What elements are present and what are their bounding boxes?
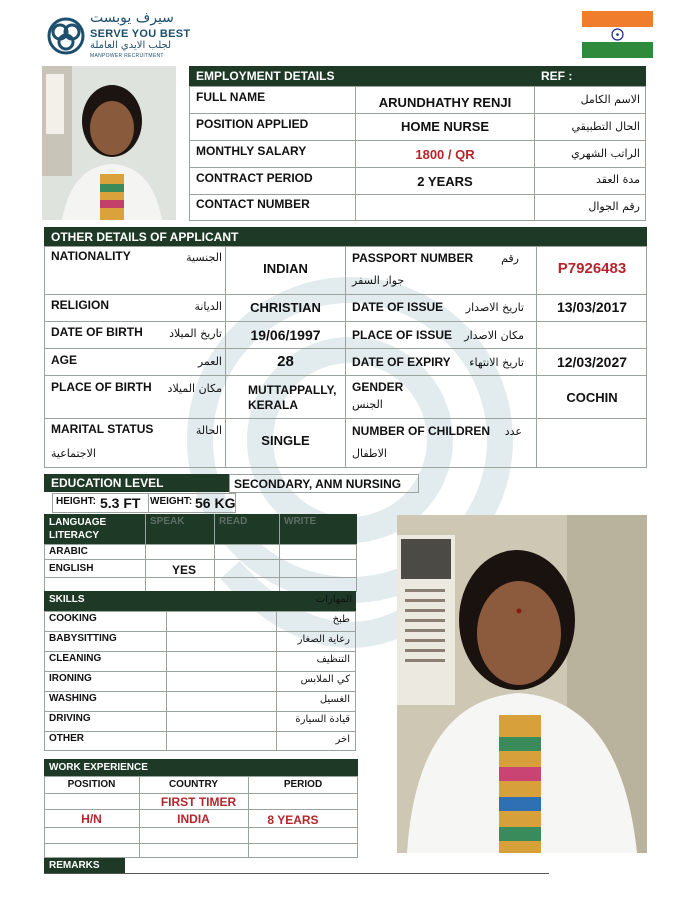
number-of-children-label: NUMBER OF CHILDREN [352,424,490,438]
children-arabic-1: عدد [504,425,522,438]
employment-details-header [189,66,646,86]
education-value-box [229,474,419,493]
place-of-issue-label: PLACE OF ISSUE [352,328,453,342]
work-period-value: 8 YEARS [267,813,319,827]
weight-value: 56 KG [195,495,236,511]
remarks-label: REMARKS [49,860,100,871]
place-of-birth-label: PLACE OF BIRTH [51,380,152,394]
applicant-photo-small [42,66,176,220]
children-arabic-2: الاطفال [352,447,387,460]
height-value: 5.3 FT [100,495,141,511]
position-column-header: POSITION [67,779,116,790]
language-row-english: ENGLISH [49,563,94,574]
date-of-birth-value: 19/06/1997 [250,327,321,343]
logo-arabic-name: سيرف يوبست [90,10,174,26]
gender-arabic: الجنس [352,398,383,411]
passport-arabic-1: رقم [501,252,519,265]
skill-washing-arabic: الغسيل [319,694,350,705]
language-literacy-label: LANGUAGE LITERACY [49,517,107,541]
skill-cleaning-arabic: التنظيف [316,654,350,665]
skill-cleaning: CLEANING [49,653,102,664]
position-applied-value: HOME NURSE [400,119,490,134]
education-level-label: EDUCATION LEVEL [51,476,164,490]
skill-ironing: IRONING [49,673,92,684]
passport-number-value: P7926483 [557,260,627,277]
nationality-label: NATIONALITY [51,249,131,263]
marital-status-arabic-1: الحالة [195,424,222,437]
monthly-salary-arabic: الراتب الشهري [571,147,640,160]
place-of-issue-arabic: مكان الاصدار [464,329,524,342]
education-level-value: SECONDARY, ANM NURSING [234,477,402,491]
position-applied-arabic: الحال التطبيقي [571,120,640,133]
skill-babysitting: BABYSITTING [49,633,117,644]
marital-status-arabic-2: الاجتماعية [51,447,96,460]
position-applied-label: POSITION APPLIED [196,117,309,131]
skill-driving: DRIVING [49,713,91,724]
country-column-header: COUNTRY [168,779,219,790]
skill-other-arabic: اخر [335,734,350,745]
first-timer-note: FIRST TIMER [160,795,237,809]
other-details-title: OTHER DETAILS OF APPLICANT [51,230,239,244]
ref-label: REF : [541,69,573,83]
applicant-photo-large [397,515,647,853]
skill-ironing-arabic: كي الملابس [300,674,350,685]
nationality-arabic: الجنسية [186,251,222,264]
full-name-value: ARUNDHATHY RENJI [378,95,512,110]
religion-arabic: الديانة [194,300,222,313]
period-column-header: PERIOD [283,779,323,790]
skills-arabic-title: المهارات [315,594,352,605]
skill-washing: WASHING [49,693,97,704]
company-logo-icon [46,16,86,56]
age-label: AGE [51,353,78,367]
contract-period-label: CONTRACT PERIOD [196,171,313,185]
date-of-birth-arabic: تاريخ الميلاد [169,327,222,340]
date-of-issue-arabic: تاريخ الاصدار [465,301,524,314]
skill-cooking-arabic: طبخ [332,614,350,625]
date-of-issue-label: DATE OF ISSUE [352,300,444,314]
date-of-birth-label: DATE OF BIRTH [51,325,143,339]
read-column-header: READ [219,516,248,527]
employment-details-title: EMPLOYMENT DETAILS [196,69,335,83]
age-value: 28 [277,353,294,370]
place-of-birth-arabic: مكان الميلاد [167,382,222,395]
place-of-birth-value-line2: KERALA [248,398,298,412]
monthly-salary-label: MONTHLY SALARY [196,144,307,158]
contact-number-arabic: رقم الجوال [588,200,640,213]
age-arabic: العمر [197,355,222,368]
contract-period-value: 2 YEARS [417,174,473,189]
work-experience-header [44,759,358,776]
work-country-value: INDIA [177,812,210,826]
religion-value: CHRISTIAN [250,300,321,315]
other-details-header [44,227,647,246]
date-of-expiry-arabic: تاريخ الانتهاء [469,356,524,369]
logo-english-name: SERVE YOU BEST [90,28,191,40]
monthly-salary-value: 1800 / QR [415,147,475,162]
education-level-header [44,474,229,492]
skill-driving-arabic: قيادة السيارة [295,714,350,725]
weight-label: WEIGHT: [150,496,193,507]
religion-label: RELIGION [51,298,110,312]
contract-period-arabic: مدة العقد [596,173,640,186]
speak-column-header: SPEAK [150,516,185,527]
marital-status-value: SINGLE [261,433,310,448]
skills-title: SKILLS [49,594,85,605]
skill-other: OTHER [49,733,84,744]
passport-number-label: PASSPORT NUMBER [352,251,474,265]
logo-subtitle: MANPOWER RECRUITMENT [90,53,164,59]
skill-babysitting-arabic: رعاية الصغار [297,634,350,645]
work-position-value: H/N [81,812,102,826]
remarks-header [44,858,125,873]
contact-number-label: CONTACT NUMBER [196,197,310,211]
gender-value: COCHIN [566,390,618,405]
place-of-birth-value-line1: MUTTAPPALLY, [248,383,337,397]
logo-arabic-tagline: لجلب الايدي العاملة [90,40,172,51]
gender-label: GENDER [352,380,404,394]
full-name-label: FULL NAME [196,90,266,104]
passport-arabic-2: جواز السفر [352,274,405,287]
date-of-issue-value: 13/03/2017 [556,299,628,315]
work-experience-title: WORK EXPERIENCE [49,762,148,773]
date-of-expiry-value: 12/03/2027 [556,354,628,370]
language-row-arabic: ARABIC [49,546,88,557]
nationality-value: INDIAN [263,261,308,276]
english-speak-value: YES [172,563,197,577]
india-flag-icon [582,11,653,58]
skills-header [44,591,356,611]
date-of-expiry-label: DATE OF EXPIRY [352,355,451,369]
height-label: HEIGHT: [56,496,96,507]
skill-cooking: COOKING [49,613,97,624]
marital-status-label: MARITAL STATUS [51,422,154,436]
full-name-arabic: الاسم الكامل [580,93,640,106]
write-column-header: WRITE [284,516,317,527]
